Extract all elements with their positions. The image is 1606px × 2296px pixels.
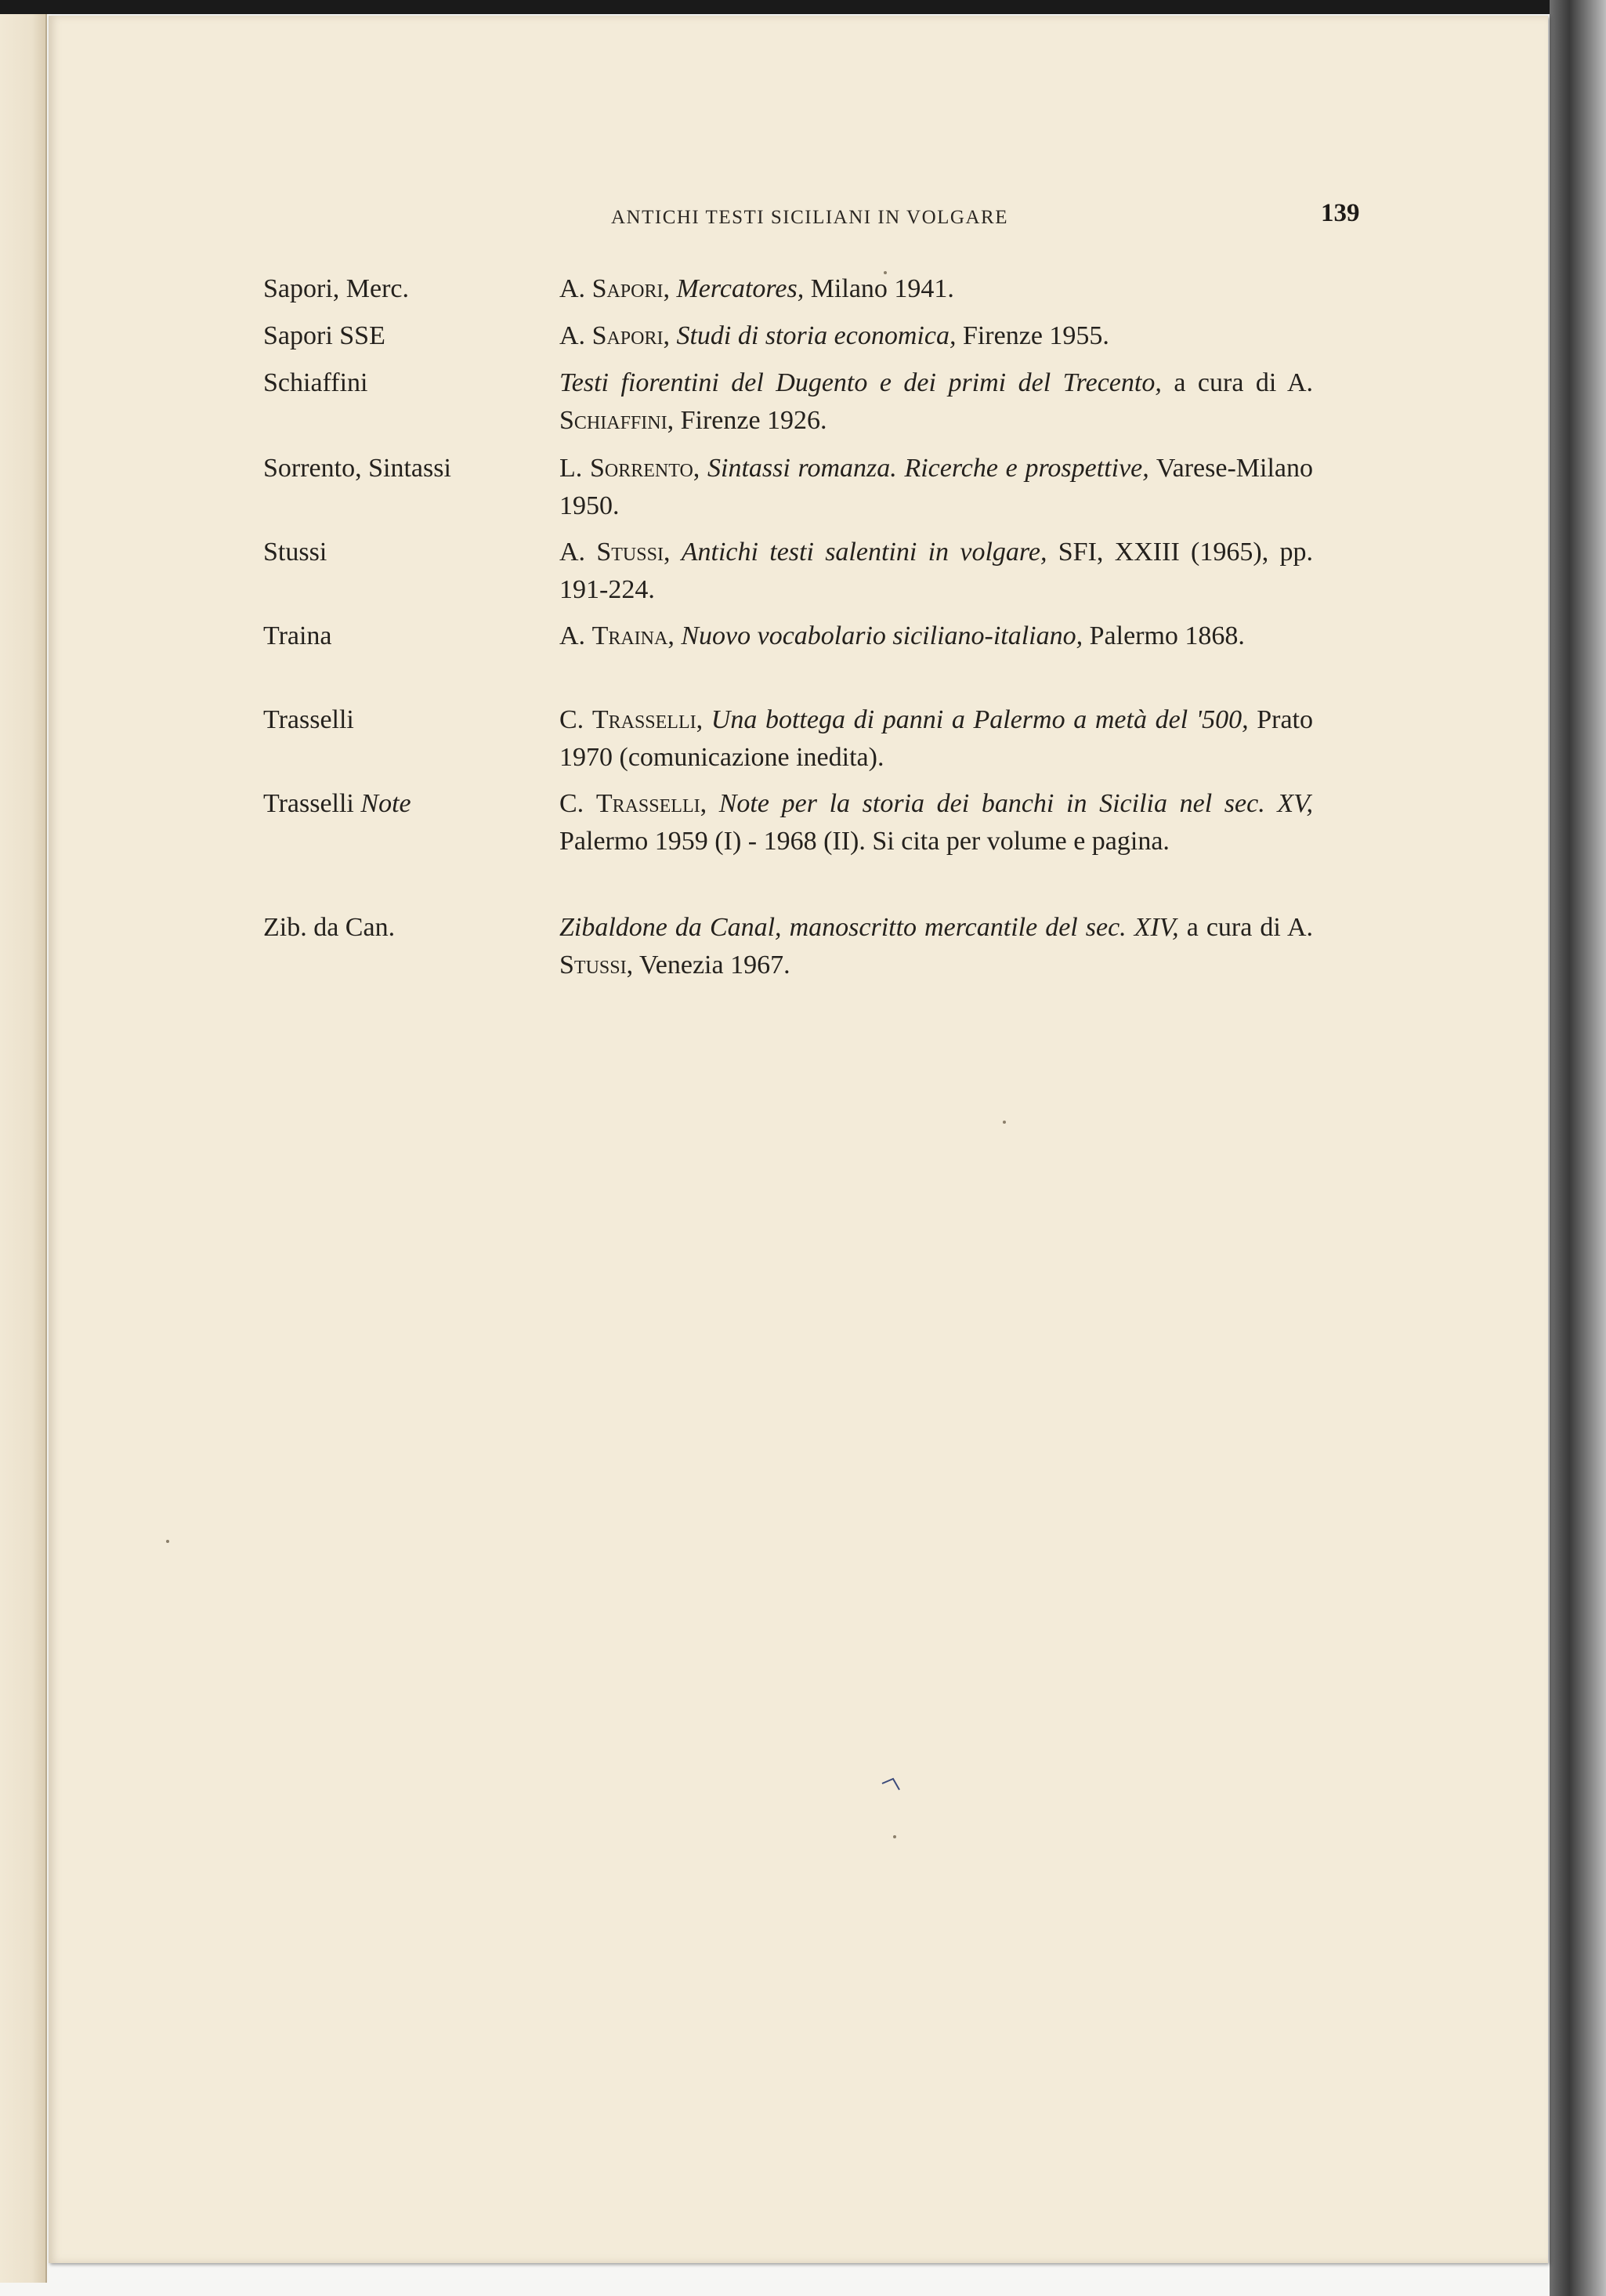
author-initial: A. — [559, 538, 586, 567]
author-name: Sorrento, — [589, 454, 700, 483]
work-title: Studi di storia economica, — [676, 321, 957, 350]
entry-reference — [559, 785, 1313, 860]
publication-info: SFI, XXIII (1965), pp. 191-224. — [559, 538, 1313, 604]
running-head: ANTICHI TESTI SICILIANI IN VOLGARE — [611, 207, 1008, 228]
work-title: Testi fiorentini del Dugento e dei primi del Trecento, — [559, 368, 1162, 397]
paper-speck — [166, 1540, 169, 1543]
author-name: Trasselli, — [591, 705, 704, 734]
entry-reference — [559, 270, 1313, 308]
entry-abbreviation: Traina — [263, 621, 332, 650]
work-title: Nuovo vocabolario siciliano-italiano, — [681, 621, 1083, 650]
work-title: Sintassi romanza. Ricerche e prospettive, — [707, 454, 1149, 483]
entry-abbreviation: Trasselli — [263, 705, 354, 734]
publication-info: Firenze 1955. — [962, 321, 1109, 350]
paper-speck — [884, 271, 887, 274]
author-initial: C. — [559, 705, 584, 734]
page-number: 139 — [1321, 199, 1360, 227]
publication-info: Palermo 1868. — [1089, 621, 1245, 650]
work-title: Note per la storia dei banchi in Sicilia nel sec. XV, — [718, 789, 1313, 818]
entry-reference — [559, 317, 1313, 355]
editor-prefix: a cura di A. — [1186, 913, 1314, 942]
entry-abbreviation — [263, 785, 411, 823]
entry-abbreviation: Stussi — [263, 538, 327, 567]
author-initial: A. — [559, 321, 586, 350]
publication-info: Firenze 1926. — [680, 406, 827, 435]
editor-name: Stussi, — [559, 951, 634, 980]
author-initial: A. — [559, 621, 586, 650]
publication-info: Venezia 1967. — [638, 951, 790, 980]
publication-info: Milano 1941. — [810, 274, 954, 303]
paper-speck — [893, 1835, 896, 1838]
scan-top-edge — [0, 0, 1606, 14]
entry-reference — [559, 909, 1313, 984]
publication-info: Palermo 1959 (I) - 1968 (II). Si cita per volume e pagina. — [559, 827, 1170, 856]
author-name: Traina, — [591, 621, 675, 650]
entry-reference — [559, 450, 1313, 525]
entry-reference — [559, 617, 1313, 655]
work-title: Antichi testi salentini in volgare, — [681, 538, 1047, 567]
author-name: Sapori, — [591, 321, 670, 350]
work-title: Zibaldone da Canal, manoscritto mercantile del sec. XIV, — [559, 913, 1179, 942]
editor-prefix: a cura di A. — [1174, 368, 1313, 397]
author-initial: A. — [559, 274, 586, 303]
entry-abbreviation-roman: Trasselli — [263, 789, 354, 818]
entry-abbreviation: Sapori SSE — [263, 321, 385, 350]
author-initial: C. — [559, 789, 584, 818]
entry-abbreviation-italic: Note — [360, 789, 411, 818]
entry-abbreviation: Sapori, Merc. — [263, 274, 410, 303]
editor-name: Schiaffini, — [559, 406, 675, 435]
book-page — [49, 16, 1548, 2263]
author-name: Stussi, — [596, 538, 671, 567]
entry-abbreviation: Sorrento, Sintassi — [263, 454, 451, 483]
entry-reference — [559, 364, 1313, 440]
publication-info: Varese-Milano 1950. — [559, 454, 1314, 520]
work-title: Una bottega di panni a Palermo a metà del '500, — [711, 705, 1249, 734]
paper-speck — [1003, 1121, 1006, 1124]
previous-page-edge — [0, 14, 47, 2283]
scan-right-edge — [1550, 0, 1606, 2296]
entry-reference — [559, 701, 1313, 777]
publication-info: Prato 1970 (comunicazione inedita). — [559, 705, 1314, 772]
work-title: Mercatores, — [676, 274, 805, 303]
author-initial: L. — [559, 454, 583, 483]
author-name: Trasselli, — [595, 789, 707, 818]
entry-abbreviation: Schiaffini — [263, 368, 368, 397]
author-name: Sapori, — [591, 274, 670, 303]
entry-abbreviation: Zib. da Can. — [263, 913, 396, 942]
entry-reference — [559, 534, 1313, 609]
ink-mark-icon — [881, 1774, 904, 1793]
